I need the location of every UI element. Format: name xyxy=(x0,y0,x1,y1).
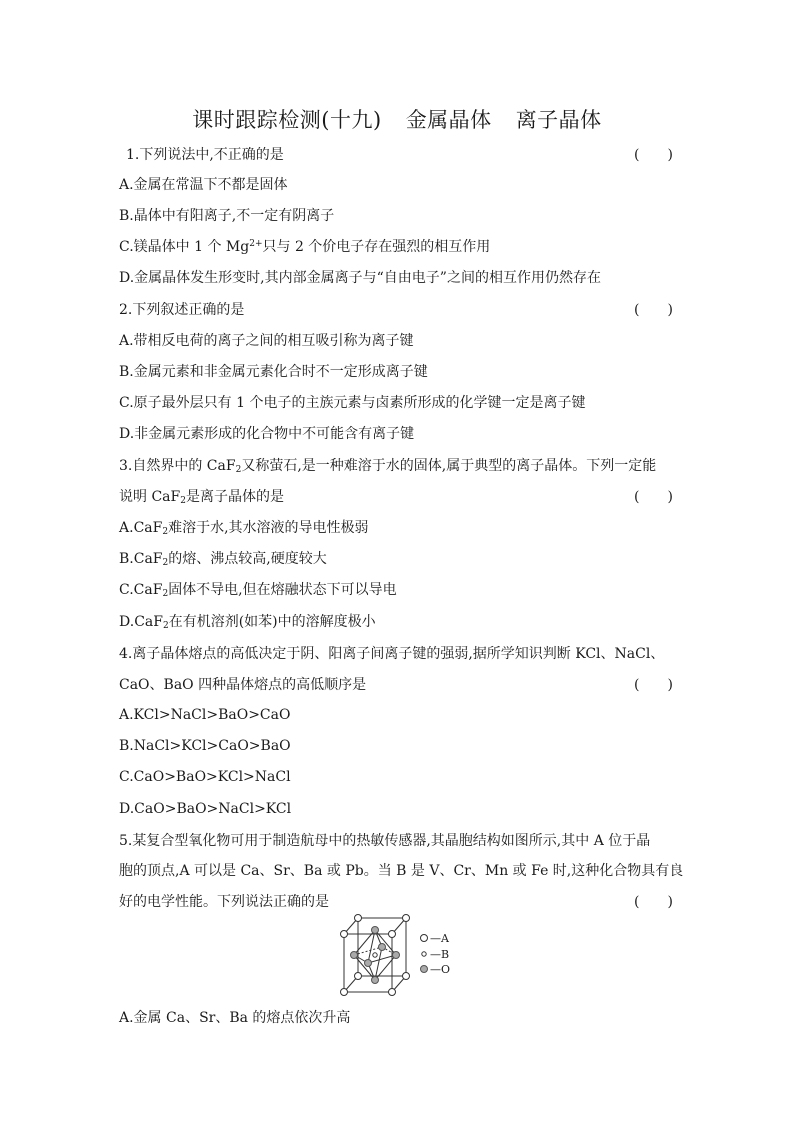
q4-stem-line1: 4.离子晶体熔点的高低决定于阴、阳离子间离子键的强弱,据所学知识判断 KCl、NaCl、 xyxy=(119,646,665,662)
q3-answer-blank[interactable]: ( ) xyxy=(634,489,673,505)
center-atom-b xyxy=(373,953,377,957)
legend-label-b: —B xyxy=(430,948,450,961)
q5-stem-line2: 胞的顶点,A 可以是 Ca、Sr、Ba 或 Pb。当 B 是 V、Cr、Mn 或 Fe 时,这种化合物具有良 xyxy=(119,863,684,879)
q4-option-b: B.NaCl>KCl>CaO>BaO xyxy=(119,738,291,754)
q2-stem: 2.下列叙述正确的是 xyxy=(119,302,245,318)
crystal-unit-cell-figure xyxy=(336,914,476,998)
q2-option-b: B.金属元素和非金属元素化合时不一定形成离子键 xyxy=(119,364,428,380)
q2-answer-blank[interactable]: ( ) xyxy=(634,302,673,318)
legend-label-a: —A xyxy=(430,932,449,945)
q1-stem: 1.下列说法中,不正确的是 xyxy=(126,147,284,163)
q1-answer-blank[interactable]: ( ) xyxy=(634,147,673,163)
q4-option-d: D.CaO>BaO>NaCl>KCl xyxy=(119,801,292,817)
title-part1: 金属晶体 xyxy=(405,108,492,132)
q5-stem-line1: 5.某复合型氧化物可用于制造航母中的热敏传感器,其晶胞结构如图所示,其中 A 位于晶 xyxy=(119,833,651,849)
figure-legend xyxy=(421,932,451,976)
q1-option-d: D.金属晶体发生形变时,其内部金属离子与“自由电子”之间的相互作用仍然存在 xyxy=(119,270,601,286)
q4-option-a: A.KCl>NaCl>BaO>CaO xyxy=(119,707,291,723)
q5-stem-line3: 好的电学性能。下列说法正确的是 xyxy=(119,894,329,910)
q5-answer-blank[interactable]: ( ) xyxy=(634,894,673,910)
title-main: 课时跟踪检测(十九) xyxy=(192,108,382,132)
q4-option-c: C.CaO>BaO>KCl>NaCl xyxy=(119,769,291,785)
legend-symbol-a xyxy=(421,935,428,942)
q1-option-c: C.镁晶体中 1 个 $Mg^{2+}$只与 2 个价电子存在强烈的相互作用 xyxy=(119,239,491,255)
page-title xyxy=(0,104,794,134)
q3-option-b: B.CaF$_2$的熔、沸点较高,硬度较大 xyxy=(119,551,327,568)
title-part2: 离子晶体 xyxy=(515,108,602,132)
legend-symbol-b xyxy=(422,952,426,956)
q3-option-c: C.CaF$_2$固体不导电,但在熔融状态下可以导电 xyxy=(119,582,397,599)
q1-option-b: B.晶体中有阳离子,不一定有阴离子 xyxy=(119,208,335,224)
q3-stem-line2: 说明 CaF$_2$是离子晶体的是 xyxy=(119,489,284,506)
q2-option-a: A.带相反电荷的离子之间的相互吸引称为离子键 xyxy=(119,333,414,349)
legend-symbol-o xyxy=(421,966,428,973)
legend-label-o: —O xyxy=(430,963,451,976)
q3-stem-line1: 3.自然界中的 CaF$_2$又称萤石,是一种难溶于水的固体,属于典型的离子晶体。下列一定能 xyxy=(119,458,657,475)
q3-option-a: A.CaF$_2$难溶于水,其水溶液的导电性极弱 xyxy=(119,520,369,537)
q4-answer-blank[interactable]: ( ) xyxy=(634,677,673,693)
q5-option-a: A.金属 Ca、Sr、Ba 的熔点依次升高 xyxy=(119,1010,351,1026)
q4-stem-line2: CaO、BaO 四种晶体熔点的高低顺序是 xyxy=(119,677,367,693)
q2-option-c: C.原子最外层只有 1 个电子的主族元素与卤素所形成的化学键一定是离子键 xyxy=(119,395,586,411)
q1-option-a: A.金属在常温下不都是固体 xyxy=(119,177,288,193)
q2-option-d: D.非金属元素形成的化合物中不可能含有离子键 xyxy=(119,426,415,442)
q3-option-d: D.CaF$_2$在有机溶剂(如苯)中的溶解度极小 xyxy=(119,614,376,631)
